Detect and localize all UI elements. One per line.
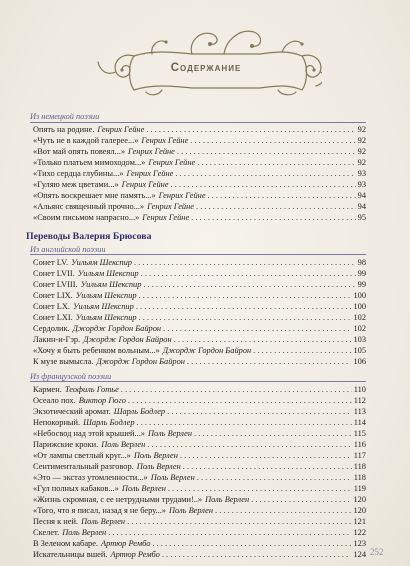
dot-leader bbox=[183, 461, 352, 472]
entry-title: «Хочу я быть ребенком вольным...» bbox=[33, 345, 160, 355]
entry-author: Виктор Гюго bbox=[78, 395, 126, 405]
entry-page-number: 95 bbox=[357, 213, 366, 222]
entry-title: «Гуляю меж цветами...» bbox=[33, 180, 119, 189]
dot-leader bbox=[174, 334, 352, 345]
entry-title: Кармен. bbox=[33, 384, 62, 394]
entry-author: Уильям Шекспир bbox=[75, 312, 137, 322]
entry-author: Поль Верлен bbox=[205, 494, 250, 504]
dot-leader bbox=[134, 257, 356, 268]
entry-title: «Жизнь скромная, с ее нетрудными трудами!..» bbox=[33, 494, 203, 504]
entry-author: Генрих Гейне bbox=[121, 180, 169, 189]
entry-page-number: 118 bbox=[353, 472, 366, 482]
entry-title: Сердолик. bbox=[33, 323, 70, 333]
subsection-label: Из немецкой поэзии bbox=[30, 112, 366, 123]
entry-page-number: 119 bbox=[353, 483, 366, 493]
entry-title: «Опять воскрешает мне память...» bbox=[33, 191, 156, 200]
entry-author: Поль Верлен bbox=[168, 505, 214, 515]
entry-author: Поль Верлен bbox=[101, 439, 146, 449]
toc-entry bbox=[30, 212, 366, 223]
table-of-contents bbox=[26, 112, 366, 560]
dot-leader bbox=[139, 290, 352, 301]
toc-entry bbox=[30, 323, 366, 334]
entry-title: «Тихо сердца глубины...» bbox=[33, 169, 124, 178]
page-number: 252 bbox=[370, 547, 384, 557]
dot-leader bbox=[168, 483, 352, 494]
toc-entry bbox=[30, 290, 366, 301]
toc-entry bbox=[30, 483, 366, 494]
entry-author: Шарль Бодлер bbox=[113, 406, 166, 416]
toc-entry bbox=[30, 395, 366, 406]
entry-author: Генрих Гейне bbox=[126, 169, 174, 178]
entry-title: К музе вымысла. bbox=[33, 356, 94, 366]
scroll-banner-ornament bbox=[92, 12, 322, 98]
entry-title: Сонет LIX. bbox=[33, 290, 73, 300]
entry-page-number: 123 bbox=[353, 538, 366, 548]
entry-author: Генрих Гейне bbox=[147, 202, 194, 211]
dot-leader bbox=[167, 406, 352, 417]
entry-page-number: 110 bbox=[353, 384, 366, 394]
entry-author: Генрих Гейне bbox=[141, 136, 189, 145]
entry-page-number: 98 bbox=[357, 257, 366, 267]
dot-leader bbox=[177, 146, 356, 157]
dot-leader bbox=[196, 201, 356, 212]
toc-entry bbox=[30, 124, 366, 135]
toc-entry bbox=[30, 461, 366, 472]
section-heading: Переводы Валерия Брюсова bbox=[26, 230, 152, 242]
entry-author: Уильям Шекспир bbox=[71, 257, 132, 267]
entry-author: Генрих Гейне bbox=[158, 191, 206, 200]
entry-author: Уильям Шекспир bbox=[80, 279, 142, 289]
dot-leader bbox=[253, 345, 351, 356]
toc-entry bbox=[30, 257, 366, 268]
entry-page-number: 99 bbox=[357, 279, 366, 289]
page-title: Содержание bbox=[170, 62, 242, 74]
toc-entry bbox=[30, 516, 366, 527]
dot-leader bbox=[162, 549, 352, 560]
entry-title: Экзотический аромат. bbox=[33, 406, 111, 416]
entry-title: «Своим письмом напрасно...» bbox=[33, 213, 140, 222]
entry-page-number: 92 bbox=[357, 125, 366, 134]
entry-author: Поль Верлен bbox=[121, 483, 166, 493]
dot-leader bbox=[137, 417, 352, 428]
entry-page-number: 94 bbox=[357, 191, 366, 200]
dot-leader bbox=[175, 168, 355, 179]
toc-entry bbox=[30, 417, 366, 428]
entry-author: Поль Верлен bbox=[62, 527, 107, 537]
entry-page-number: 92 bbox=[357, 147, 366, 156]
entry-author: Поль Верлен bbox=[133, 450, 178, 460]
dot-leader bbox=[121, 384, 352, 395]
entry-title: «Альянс священный прочно...» bbox=[33, 202, 145, 211]
entry-author: Уильям Шекспир bbox=[75, 290, 137, 300]
entry-title: «Того, что я писал, назад я не беру...» bbox=[33, 505, 166, 515]
entry-page-number: 124 bbox=[353, 549, 366, 559]
entry-page-number: 121 bbox=[353, 516, 366, 526]
entry-title: Парижские кроки. bbox=[33, 439, 99, 449]
entry-title: Опять на родине. bbox=[33, 125, 95, 134]
toc-entry bbox=[30, 345, 366, 356]
toc-entry bbox=[30, 450, 366, 461]
entry-title: Сентиментальный разговор. bbox=[33, 461, 134, 471]
entry-page-number: 100 bbox=[353, 301, 366, 311]
entry-author: Артюр Рембо bbox=[110, 549, 160, 559]
entry-page-number: 114 bbox=[353, 417, 366, 427]
toc-entry bbox=[30, 406, 366, 417]
entry-author: Джордж Гордон Байрон bbox=[72, 323, 162, 333]
dot-leader bbox=[191, 212, 355, 223]
entry-title: «Гул полных кабаков...» bbox=[33, 483, 119, 493]
dot-leader bbox=[197, 472, 352, 483]
toc-entry bbox=[30, 157, 366, 168]
entry-page-number: 113 bbox=[353, 406, 366, 416]
entry-title: Сонет LV. bbox=[33, 257, 69, 267]
entry-author: Уильям Шекспир bbox=[77, 268, 139, 278]
entry-author: Поль Верлен bbox=[150, 472, 195, 482]
toc-entry bbox=[30, 301, 366, 312]
entry-page-number: 102 bbox=[353, 323, 366, 333]
entry-page-number: 99 bbox=[357, 268, 366, 278]
entry-author: Поль Верлен bbox=[136, 461, 181, 471]
dot-leader bbox=[187, 356, 352, 367]
toc-entry bbox=[30, 279, 366, 290]
entry-title: Сонет LX. bbox=[33, 301, 70, 311]
dot-leader bbox=[215, 505, 351, 516]
entry-page-number: 93 bbox=[357, 180, 366, 189]
entry-page-number: 103 bbox=[353, 334, 366, 344]
toc-entry bbox=[30, 190, 366, 201]
entry-author: Генрих Гейне bbox=[148, 158, 196, 167]
toc-entry bbox=[30, 334, 366, 345]
toc-entry bbox=[30, 356, 366, 367]
toc-entry bbox=[30, 505, 366, 516]
entry-title: «Только платьем мимоходом...» bbox=[33, 158, 146, 167]
entry-title: Сонет LVIII. bbox=[33, 279, 78, 289]
entry-page-number: 105 bbox=[353, 345, 366, 355]
dot-leader bbox=[108, 527, 351, 538]
dot-leader bbox=[194, 428, 352, 439]
entry-page-number: 118 bbox=[353, 461, 366, 471]
dot-leader bbox=[128, 395, 352, 406]
entry-title: В Зеленом кабаре. bbox=[33, 538, 99, 548]
toc-entry bbox=[30, 312, 366, 323]
entry-author: Поль Верлен bbox=[148, 428, 193, 438]
toc-entry bbox=[30, 549, 366, 560]
entry-page-number: 92 bbox=[357, 136, 366, 145]
entry-title: Песня к ней. bbox=[33, 516, 79, 526]
dot-leader bbox=[208, 190, 356, 201]
entry-title: Осеало пох. bbox=[33, 395, 76, 405]
entry-page-number: 116 bbox=[353, 439, 366, 449]
entry-page-number: 115 bbox=[353, 428, 366, 438]
entry-page-number: 120 bbox=[353, 505, 366, 515]
entry-title: Лакин-и-Гэр. bbox=[33, 334, 81, 344]
entry-page-number: 120 bbox=[353, 494, 366, 504]
entry-author: Шарль Бодлер bbox=[83, 417, 135, 427]
entry-author: Генрих Гейне bbox=[142, 213, 190, 222]
entry-page-number: 117 bbox=[353, 450, 366, 460]
entry-title: Сонет LXI. bbox=[33, 312, 73, 322]
dot-leader bbox=[147, 439, 351, 450]
entry-author: Поль Верлен bbox=[81, 516, 126, 526]
dot-leader bbox=[139, 312, 352, 323]
dot-leader bbox=[141, 268, 356, 279]
dot-leader bbox=[136, 301, 352, 312]
toc-entry bbox=[30, 428, 366, 439]
entry-author: Джордж Гордон Байрон bbox=[83, 334, 172, 344]
dot-leader bbox=[251, 494, 351, 505]
toc-entry bbox=[30, 439, 366, 450]
toc-entry bbox=[30, 135, 366, 146]
entry-page-number: 102 bbox=[353, 312, 366, 322]
section-spacer bbox=[30, 223, 366, 228]
toc-entry bbox=[30, 168, 366, 179]
dot-leader bbox=[190, 135, 355, 146]
toc-entry bbox=[30, 494, 366, 505]
entry-title: «Чуть не в каждой галерее...» bbox=[33, 136, 139, 145]
dot-leader bbox=[171, 179, 356, 190]
entry-author: Теофиль Готье bbox=[64, 384, 119, 394]
toc-entry bbox=[30, 527, 366, 538]
toc-entry bbox=[30, 384, 366, 395]
subsection-label: Из французской поэзии bbox=[30, 372, 366, 383]
entry-author: Генрих Гейне bbox=[97, 125, 145, 134]
entry-author: Уильям Шекспир bbox=[72, 301, 134, 311]
entry-title: Сонет LVII. bbox=[33, 268, 75, 278]
toc-entry bbox=[30, 538, 366, 549]
entry-author: Генрих Гейне bbox=[128, 147, 175, 156]
entry-page-number: 122 bbox=[353, 527, 366, 537]
entry-page-number: 94 bbox=[357, 202, 366, 211]
toc-entry bbox=[30, 268, 366, 279]
dot-leader bbox=[180, 450, 352, 461]
dot-leader bbox=[143, 279, 355, 290]
entry-title: «От лампы светлый круг...» bbox=[33, 450, 131, 460]
dot-leader bbox=[127, 516, 351, 527]
entry-author: Джордж Гордон Байрон bbox=[96, 356, 185, 366]
entry-page-number: 93 bbox=[357, 169, 366, 178]
dot-leader bbox=[163, 323, 351, 334]
entry-title: «Это — экстаз утомленности...» bbox=[33, 472, 148, 482]
entry-title: Скелет. bbox=[33, 527, 60, 537]
entry-title: Искательницы вшей. bbox=[33, 549, 108, 559]
toc-entry bbox=[30, 201, 366, 212]
entry-page-number: 112 bbox=[353, 395, 366, 405]
toc-entry bbox=[30, 472, 366, 483]
entry-author: Артюр Рембо bbox=[101, 538, 151, 548]
toc-entry bbox=[30, 179, 366, 190]
entry-page-number: 92 bbox=[357, 158, 366, 167]
toc-entry bbox=[30, 146, 366, 157]
entry-author: Джордж Гордон Байрон bbox=[162, 345, 252, 355]
dot-leader bbox=[152, 538, 351, 549]
subsection-label: Из английской поэзии bbox=[30, 245, 366, 256]
entry-title: Непокорный. bbox=[33, 417, 81, 427]
entry-title: «Небосвод над этой крышей...» bbox=[33, 428, 145, 438]
entry-page-number: 100 bbox=[353, 290, 366, 300]
entry-title: «Вот май опять повеял...» bbox=[33, 147, 126, 156]
dot-leader bbox=[197, 157, 355, 168]
entry-page-number: 106 bbox=[353, 356, 366, 366]
dot-leader bbox=[146, 124, 355, 135]
